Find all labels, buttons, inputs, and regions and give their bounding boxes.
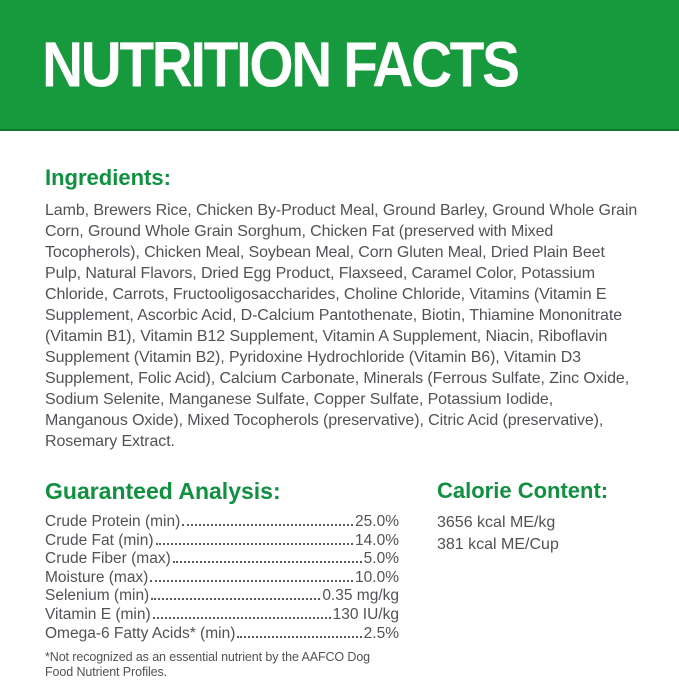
analysis-label: Vitamin E (min) [45,605,151,623]
analysis-label: Selenium (min) [45,587,150,605]
dotted-leader [182,524,353,526]
calorie-line-cup: 381 kcal ME/Cup [437,536,559,553]
analysis-value: 0.35 mg/kg [322,587,399,605]
analysis-row-crude-protein [45,513,399,532]
analysis-value: 5.0% [363,550,399,568]
analysis-value: 25.0% [355,513,399,530]
analysis-rows [45,513,399,643]
dotted-leader [237,636,361,638]
calorie-lines [437,512,608,556]
analysis-row-selenium [45,587,399,606]
analysis-label: Crude Fat (min) [45,531,154,549]
guaranteed-analysis-section [45,478,399,680]
calorie-content-heading: Calorie Content: [437,478,609,503]
label-body [0,165,679,680]
ingredients-text: Lamb, Brewers Rice, Chicken By-Product Meal, Ground Barley, Ground Whole Grain Corn, Ground Whole Grain Sorghum, Chicken Fat (preserved with Mixed Tocopherols), Chicken Meal, Soybean Meal, Corn Gluten Meal, Dried Plain Beet Pulp, Natural Flavors, Dried Egg Product, Flaxseed, Caramel Color, Potassium Chloride, Carrots, Fructooligosaccharides, Choline Chloride, Vitamins (Vitamin E Supplement, Ascorbic Acid, D-Calcium Pantothenate, Biotin, Thiamine Mononitrate (Vitamin B1), Vitamin B12 Supplement, Vitamin A Supplement, Niacin, Riboflavin Supplement (Vitamin B2), Pyridoxine Hydrochloride (Vitamin B6), Vitamin D3 Supplement, Folic Acid), Calcium Carbonate, Minerals (Ferrous Sulfate, Zinc Oxide, Sodium Selenite, Manganese Sulfate, Copper Sulfate, Potassium Iodide, Manganous Oxide), Mixed Tocopherols (preservative), Citric Acid (preservative), Rosemary Extract. [45,202,638,450]
analysis-label: Crude Protein (min) [45,513,181,530]
dotted-leader [156,543,354,545]
guaranteed-analysis-heading: Guaranteed Analysis: [45,478,281,504]
aafco-footnote: *Not recognized as an essential nutrient by the AAFCO Dog Food Nutrient Profiles. [45,650,371,680]
analysis-row-vitamin-e [45,606,399,625]
page-title: NUTRITION FACTS [42,28,518,101]
analysis-label: Crude Fiber (max) [45,550,171,568]
analysis-label: Moisture (max) [45,568,149,586]
analysis-columns [45,478,639,680]
analysis-row-crude-fat [45,532,399,551]
ingredients-section [45,165,639,452]
analysis-value: 130 IU/kg [332,605,399,623]
calorie-line-kg: 3656 kcal ME/kg [437,514,556,531]
dotted-leader [153,617,331,619]
analysis-label: Omega-6 Fatty Acids* (min) [45,624,236,642]
analysis-value: 14.0% [355,531,399,549]
analysis-row-crude-fiber [45,550,399,569]
analysis-value: 10.0% [355,568,399,586]
analysis-row-omega6 [45,625,399,644]
analysis-row-moisture [45,569,399,588]
dotted-leader [173,561,362,563]
header-banner [0,0,679,131]
ingredients-heading: Ingredients: [45,165,171,190]
dotted-leader [151,598,320,600]
calorie-content-section [437,478,608,556]
dotted-leader [150,580,353,582]
analysis-value: 2.5% [363,624,399,642]
